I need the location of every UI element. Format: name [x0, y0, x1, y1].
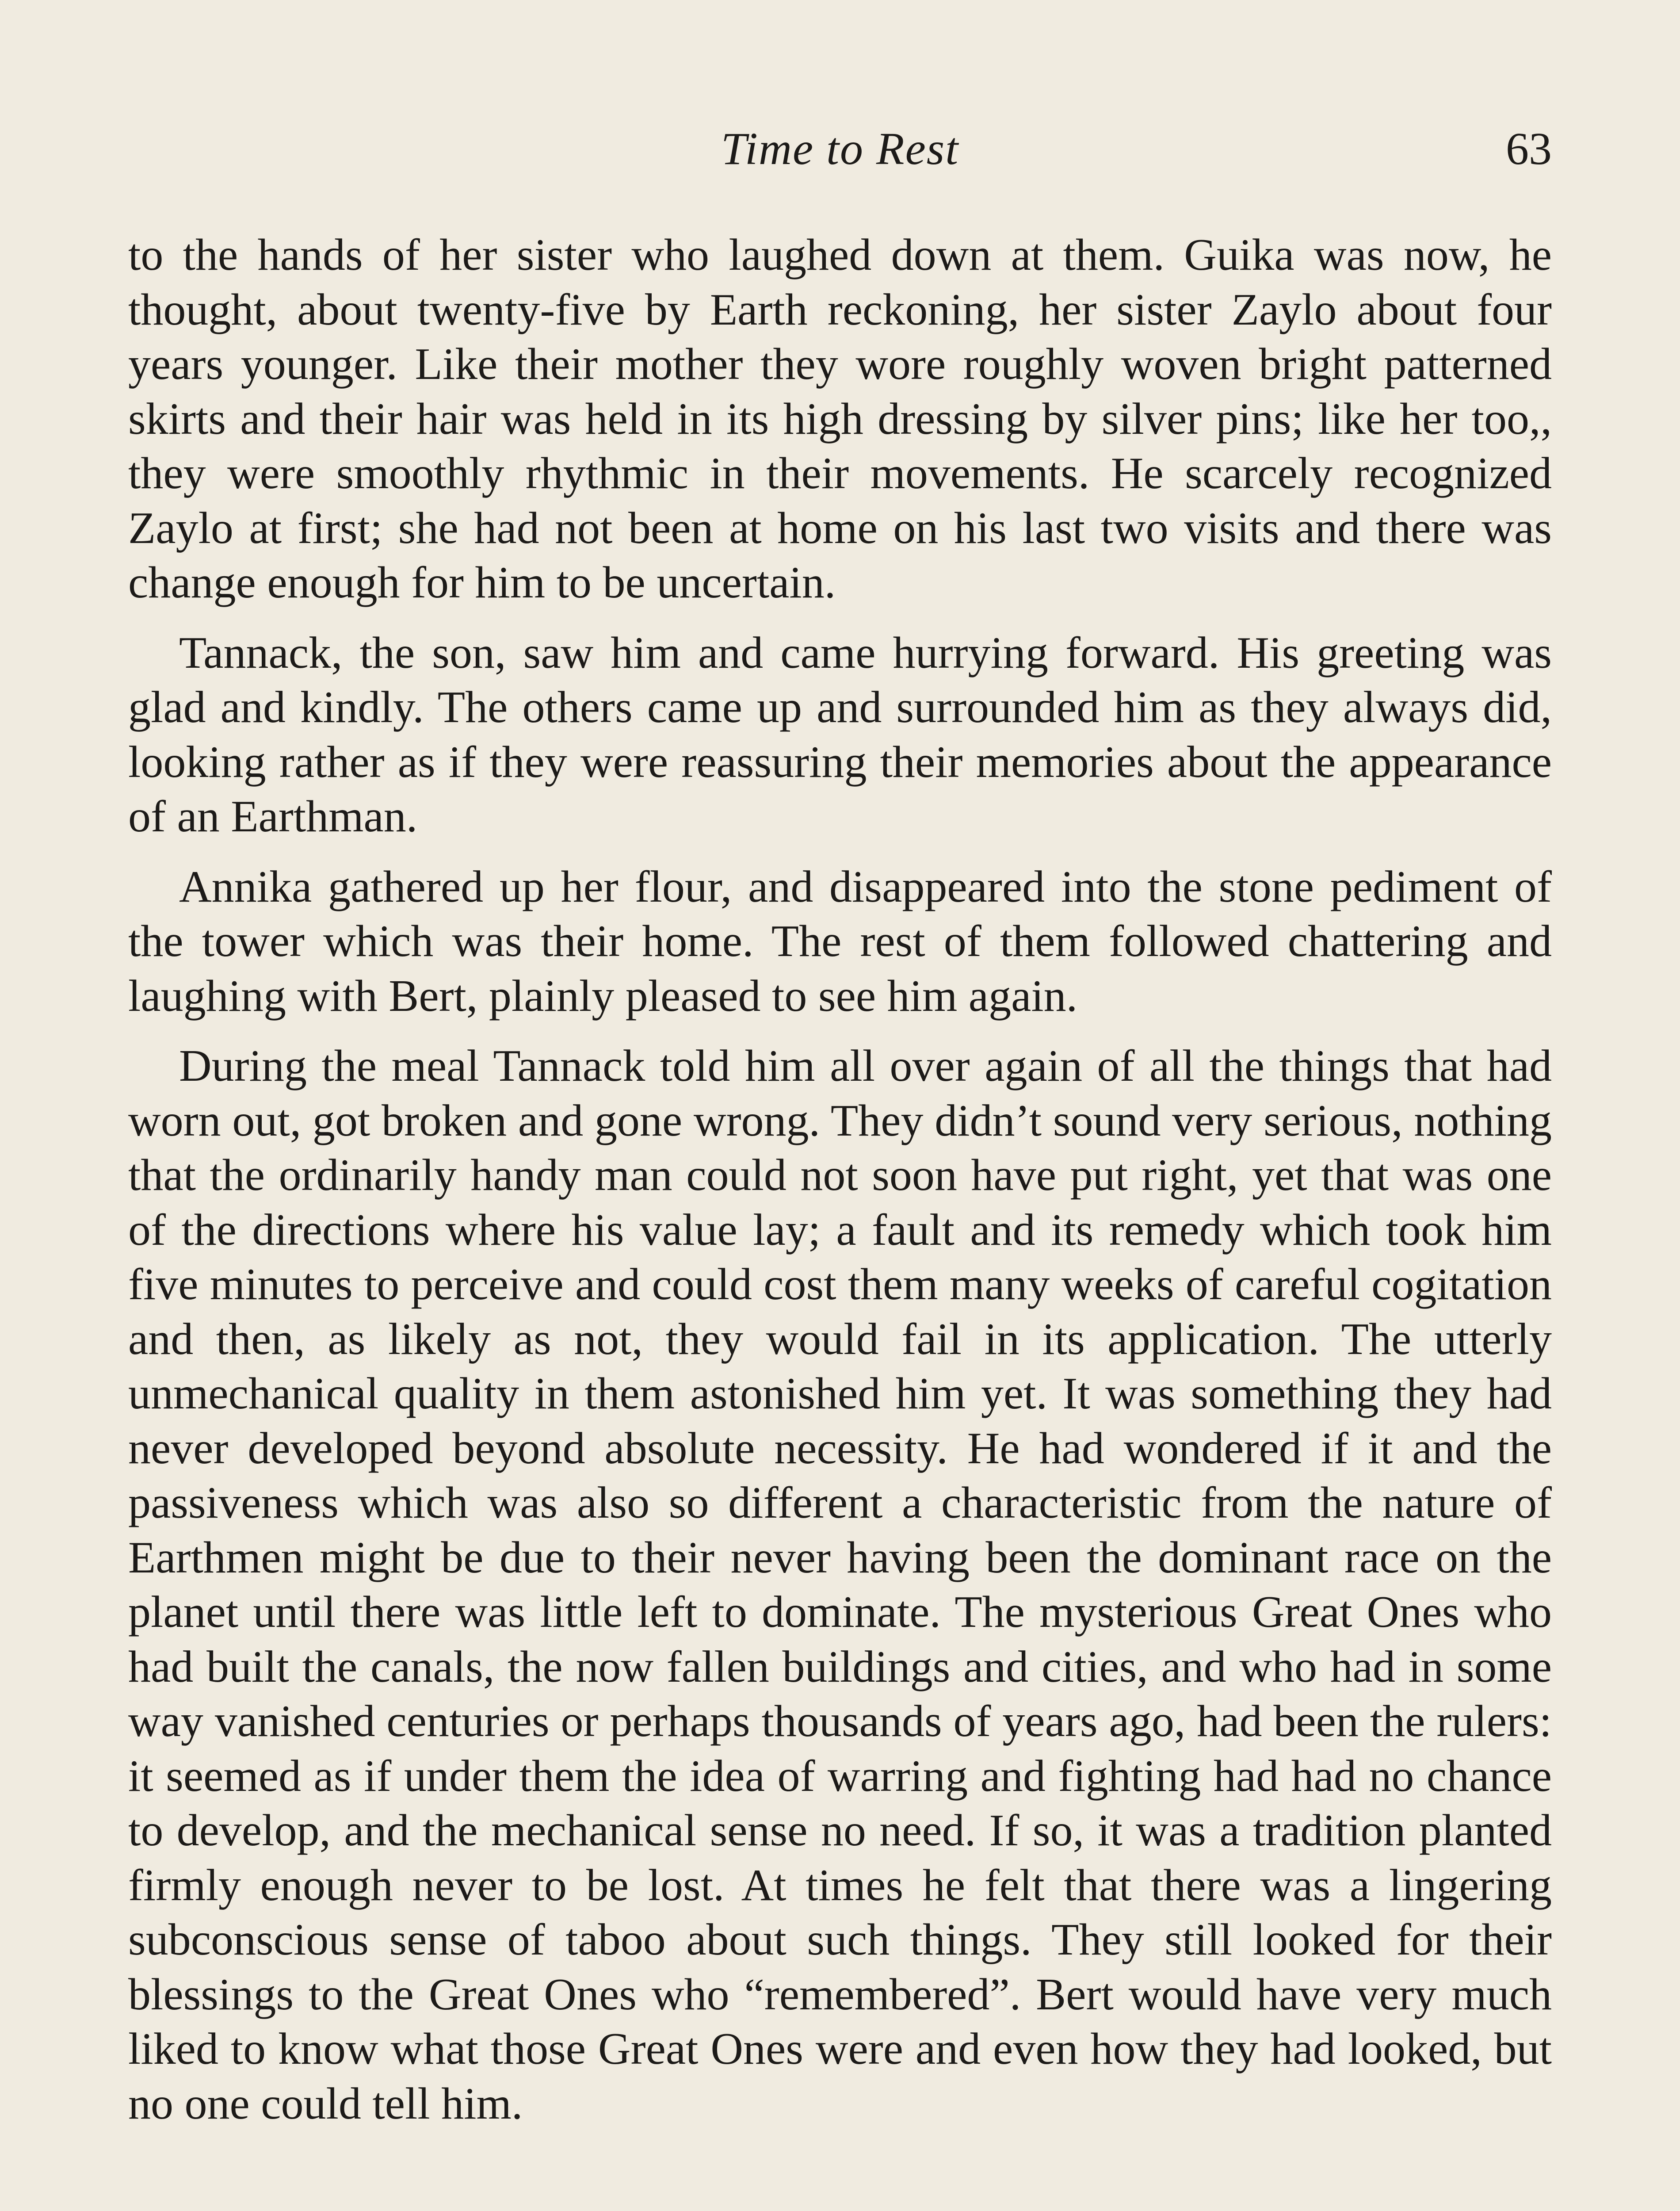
body-text [128, 228, 1552, 2146]
paragraph: Tannack, the son, saw him and came hurrying forward. His greeting was glad and kindly. The others came up and surrounded him as they always did, looking rather as if they were reassuring their memories about the appearance of an Earthman. [128, 627, 1552, 842]
page-number: 63 [1506, 123, 1552, 174]
paragraph-continued: to the hands of her sister who laughed down at them. Guika was now, he thought, about twenty-five by Earth reckoning, her sister Zaylo about four years younger. Like their mother they wore roughly woven bright patterned skirts and their hair was held in its high dressing by silver pins; like her too,, they were smoothly rhythmic in their movements. He scarcely recognized Zaylo at first; she had not been at home on his last two visits and there was change enough for him to be uncertain. [128, 230, 1552, 608]
paragraph: Annika gathered up her flour, and disappeared into the stone pediment of the tower which was their home. The rest of them followed chattering and laughing with Bert, plainly pleased to see him again. [128, 861, 1552, 1021]
chapter-title: Time to Rest [721, 123, 959, 174]
paragraph: During the meal Tannack told him all over again of all the things that had worn out, got broken and gone wrong. They didn’t sound very serious, nothing that the ordinarily handy man could not soon have put right, yet that was one of the directions where his value lay; a fault and its remedy which took him five minutes to perceive and could cost them many weeks of careful cogitation and then, as likely as not, they would fail in its application. The utterly unmechanical quality in them astonished him yet. It was something they had never developed beyond absolute necessity. He had wondered if it and the passiveness which was also so different a characteristic from the nature of Earthmen might be due to their never having been the dominant race on the planet until there was little left to dominate. The mysterious Great Ones who had built the canals, the now fallen buildings and cities, and who had in some way vanished centuries or perhaps thousands of years ago, had been the rulers: it seemed as if under them the idea of warring and fighting had had no chance to develop, and the mechanical sense no need. If so, it was a tradition planted firmly enough never to be lost. At times he felt that there was a lingering subconscious sense of taboo about such things. They still looked for their blessings to the Great Ones who “remembered”. Bert would have very much liked to know what those Great Ones were and even how they had looked, but no one could tell him. [128, 1041, 1552, 2129]
running-head [128, 116, 1552, 182]
